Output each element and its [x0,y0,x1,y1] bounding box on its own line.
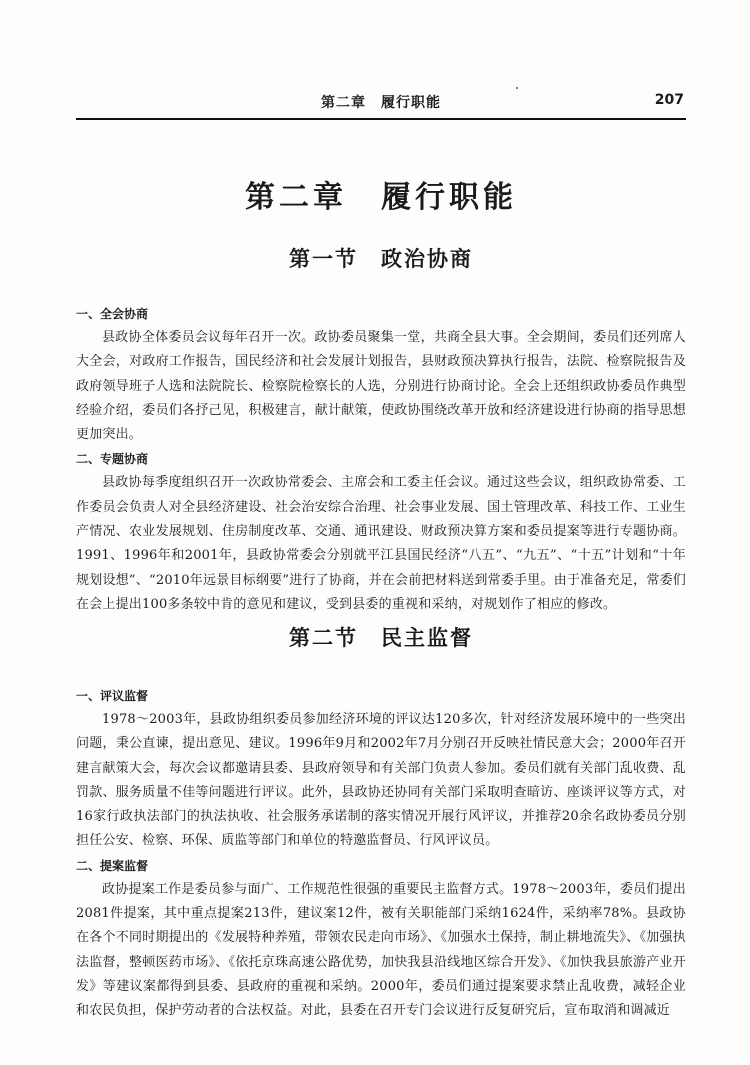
section-title-political-consultation: 第一节 政治协商 [289,247,473,271]
running-header [76,92,686,116]
header-rule [76,118,686,120]
section-body-political-consultation [76,302,686,617]
subsection-heading-appraisal: 一、评议监督 [76,689,149,703]
subsection-heading-proposal: 二、提案监督 [76,858,149,873]
section-body-democratic-supervision [76,684,686,1024]
paragraph-proposal: 政协提案工作是委员参与面广、工作规范性很强的重要民主监督方式。1978～2003年，委员们提出2081件提案，其中重点提案213件，建议案12件，被有关职能部门采纳1624件，采纳率78%。县政协在各个不同时期提出的《发展特种养殖，带领农民走向市场》、《加强水土保持，制止耕地流失》、《加强执法监督，整顿医药市场》、《依托京珠高速公路优势，加快我县沿线地区综合开发》、《加快我县旅游产业开发》等建议案都得到县委、县政府的重视和采纳。2000年，委员们通过提案要求禁止乱收费，减轻企业和农民负担，保护劳动者的合法权益。对此，县委在召开专门会议进行反复研究后，宣布取消和调减近 [76,881,686,1019]
subsection-heading-plenary: 一、全会协商 [76,307,149,321]
page-number: 207 [654,92,684,108]
paragraph-appraisal: 1978～2003年，县政协组织委员参加经济环境的评议达120多次，针对经济发展环境中的一些突出问题，秉公直谏，提出意见、建议。1996年9月和2002年7月分别召开反映社情民意大会；2000年召开建言献策大会，每次会议都邀请县委、县政府领导和有关部门负责人参加。委员们就有关部门乱收费、乱罚款、服务质量不佳等问题进行评议。此外，县政协还协同有关部门采取明查暗访、座谈评议等方式，对16家行政执法部门的执法执收、社会服务承诺制的落实情况开展行风评议，并推荐20余名政协委员分别担任公安、检察、环保、质监等部门和单位的特邀监督员、行风评议员。 [76,712,686,849]
subsection-heading-special-topic: 二、专题协商 [76,452,149,467]
scan-speck [516,87,518,89]
paragraph-plenary: 县政协全体委员会议每年召开一次。政协委员聚集一堂，共商全县大事。全会期间，委员们还列席人大全会，对政府工作报告，国民经济和社会发展计划报告，县财政预决算执行报告，法院、检察院报告及政府领导班子人选和法院院长、检察院检察长的人选，分别进行协商讨论。全会上还组织政协委员作典型经验介绍，委员们各抒己见，积极建言，献计献策，使政协围绕改革开放和经济建设进行协商的指导思想更加突出。 [76,330,686,443]
running-header-title: 第二章 履行职能 [321,95,441,111]
paragraph-special-topic: 县政协每季度组织召开一次政协常委会、主席会和工委主任会议。通过这些会议，组织政协常委、工作委员会负责人对全县经济建设、社会治安综合治理、社会事业发展、国土管理改革、科技工作、工业生产情况、农业发展规划、住房制度改革、交通、通讯建设、财政预决算方案和委员提案等进行专题协商。1991、1996年和2001年，县政协常委会分别就平江县国民经济“八五”、“九五”、“十五”计划和“十年规划设想”、“2010年远景目标纲要”进行了协商，并在会前把材料送到常委手里。由于准备充足，常委们在会上提出100多条较中肯的意见和建议，受到县委的重视和采纳，对规划作了相应的修改。 [76,475,686,612]
section-title-democratic-supervision: 第二节 民主监督 [289,626,473,650]
chapter-title: 第二章 履行职能 [245,180,517,215]
